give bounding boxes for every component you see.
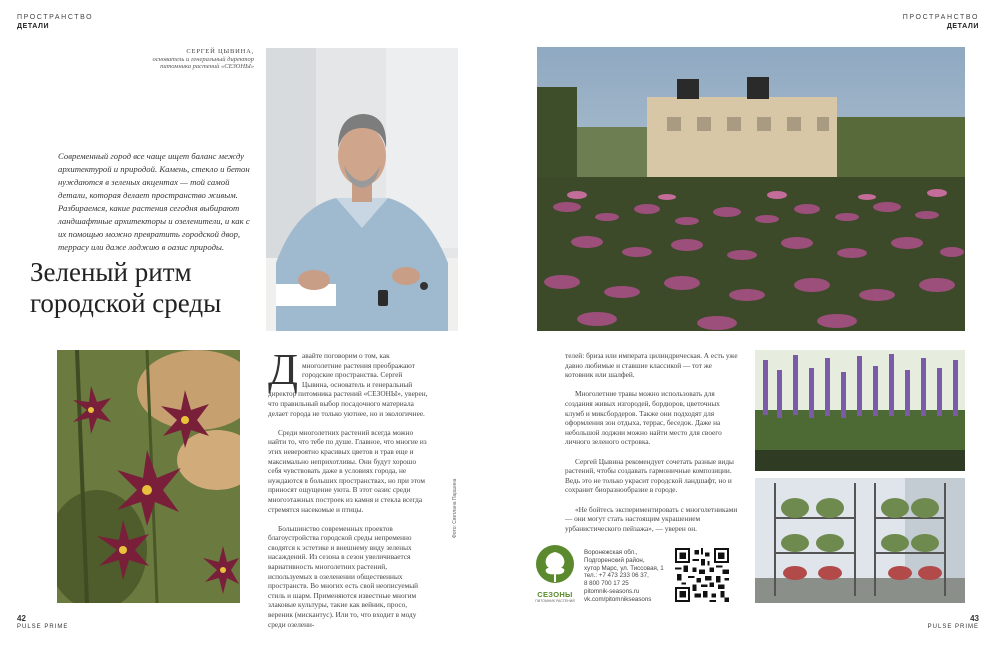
page-footer-right bbox=[928, 614, 979, 632]
portrait-photo bbox=[266, 48, 458, 331]
salvia-photo bbox=[755, 350, 965, 471]
article-paragraph-5: Многолетние травы можно использовать для создания живых изгородей, бордюров, цветочных клумб и миксбордеров. Также они подходят для оформления зон отдыха, террас, беседок. Даже на небольшой лоджии можно найти место для своего личного зеленого островка. bbox=[565, 389, 722, 447]
article-paragraph-7: «Не бойтесь экспериментировать с многолетниками — они могут стать настоящим украшением урбанистического пейзажа», — уверен он. bbox=[565, 504, 738, 533]
vk-link[interactable]: vk.com/pitomnikseasons bbox=[584, 595, 652, 603]
magazine-brand: PULSE PRIME bbox=[927, 624, 979, 630]
echinacea-field-photo bbox=[537, 47, 965, 331]
section-label: ПРОСТРАНСТВО bbox=[17, 14, 94, 21]
dropcap: Д bbox=[268, 345, 299, 394]
magazine-brand: PULSE PRIME bbox=[17, 624, 69, 630]
caption-name: СЕРГЕЙ ЦЫВИНА, bbox=[186, 48, 254, 55]
page-number: 43 bbox=[970, 614, 979, 623]
subsection-label: ДЕТАЛИ bbox=[17, 23, 50, 30]
article-paragraph-2: Среди многолетних растений всегда можно найти то, что тебе по душе. Главное, что многие из этих невероятно красивых цветов и трав еще и максимально неприхотливы. Они будут хорошо себя чувствовать даже в условиях города, не нуждаются в больших пространствах, но при этом приносят ощущение уюта. В этот оазис среди многоэтажных построек из камня и стекла всегда стремятся насекомые и птицы. bbox=[268, 427, 427, 514]
article-title bbox=[30, 257, 270, 319]
daylily-photo bbox=[57, 350, 240, 603]
lead-paragraph: Современный город все чаще ищет баланс между архитектурой и природой. Камень, стекло и бетон нуждаются в зеленых акцентах — той самой детали, которая делает пространство живым. Разбираемся, какие растения сегодня выбирают ландшафтные архитекторы и озеленители, и как с их помощью можно превратить городской двор, террасу или даже лоджию в оазис природы. bbox=[58, 151, 250, 252]
portrait-caption bbox=[120, 48, 254, 71]
website-link[interactable]: pitomnik-seasons.ru bbox=[584, 587, 640, 595]
address-line-2: Подгоренский район, bbox=[584, 556, 645, 564]
phone-line-1: тел.: +7 473 233 06 37, bbox=[584, 572, 649, 580]
article-column-1 bbox=[268, 345, 430, 639]
subsection-label: ДЕТАЛИ bbox=[946, 23, 979, 30]
address-line-1: Воронежская обл., bbox=[584, 549, 638, 556]
photo-credit: Фото: Светлана Паршина bbox=[452, 478, 458, 538]
qr-code-icon[interactable] bbox=[675, 548, 729, 602]
article-paragraph-3: Большинство современных проектов благоустройства городской среды непременно сводятся к эстетике и внешнему виду зеленых насаждений. Из сезона в сезон увеличивается вариативность многолетних растений, используемых в озеленении общественных пространств. Во многих есть свой неописуемый стиль и шарм. Применяются известные многим злаковые культуры, такие как вейник, просо, вереник (мискантус). Или то, что входит в моду среди озелени- bbox=[268, 523, 419, 629]
article-column-2 bbox=[565, 351, 740, 543]
page-number: 42 bbox=[17, 614, 26, 623]
title-line-2: городской среды bbox=[30, 288, 222, 318]
section-label: ПРОСТРАНСТВО bbox=[902, 14, 979, 21]
article-paragraph-6: Сергей Цывина рекомендует сочетать разные виды растений, чтобы создавать гармоничные композиции. Ведь это не только украсит городской ландшафт, но и сохранит биоразнообразие в городе. bbox=[565, 456, 734, 495]
address-line-3: хутор Марс, ул. Тиссовая, 1 bbox=[584, 564, 664, 572]
page-header-left bbox=[17, 13, 93, 31]
contact-block bbox=[584, 549, 684, 604]
caption-role: основатель и генеральный директор питомника растений «СЕЗОНЫ» bbox=[152, 55, 254, 71]
phone-line-2: 8 800 700 17 25 bbox=[584, 580, 629, 588]
article-paragraph-4: телей: бриза или императа цилиндрическая. А есть уже давно любимые и ставшие классикой — тот же котовник или шалфей. bbox=[565, 351, 738, 380]
title-line-1: Зеленый ритм bbox=[30, 257, 192, 287]
logo-subtitle: ПИТОМНИК РАСТЕНИЙ bbox=[535, 599, 575, 603]
nursery-rack-photo bbox=[755, 478, 965, 603]
page-footer-left bbox=[17, 614, 68, 632]
article-paragraph-1: авайте поговорим о том, как многолетние растения преображают городские пространства. Сергей Цывина, основатель и генеральный директор питомника растений «СЕЗОНЫ», уверен, что правильный выбор посадочного материала делает города не только уютнее, но и экологичнее. bbox=[268, 351, 428, 418]
logo-name: СЕЗОНЫ bbox=[537, 590, 573, 599]
page-header-right bbox=[903, 13, 979, 31]
